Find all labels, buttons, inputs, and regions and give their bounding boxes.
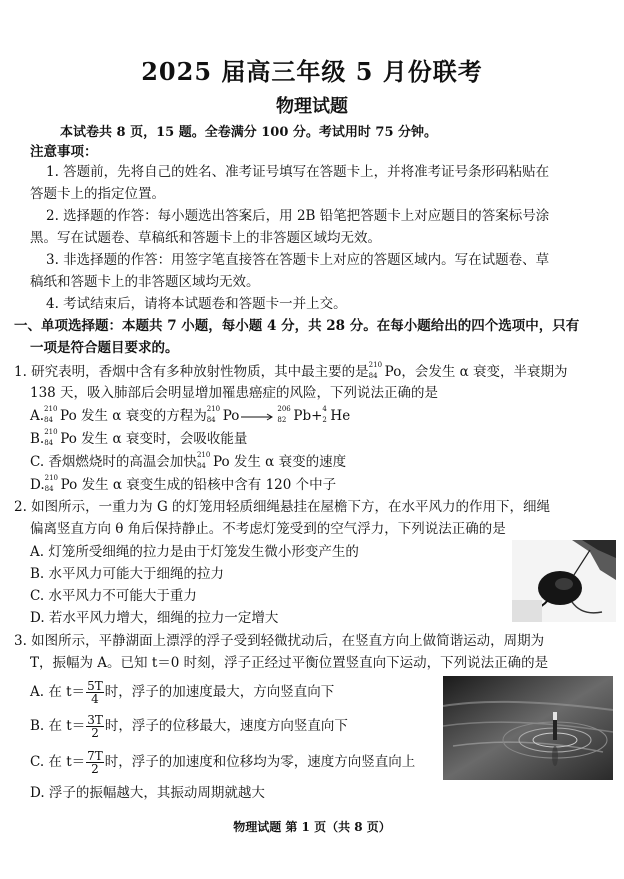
exam-info: 本试卷共 8 页，15 题。全卷满分 100 分。考试用时 75 分钟。 — [60, 125, 438, 140]
note-line: 3. 非选择题的作答：用签字笔直接答在答题卡上对应的答题区域内。写在试题卷、草 — [46, 252, 550, 268]
q1-option-b: B. 210 84 Po 发生 α 衰变时，会吸收能量 — [30, 428, 248, 447]
section-heading-cont: 一项是符合题目要求的。 — [30, 340, 179, 356]
page-footer: 物理试题 第 1 页（共 8 页） — [233, 820, 391, 834]
lantern-photo — [512, 540, 616, 622]
note-line: 黑。写在试题卷、草稿纸和答题卡上的非答题区域均无效。 — [30, 230, 381, 246]
q2-stem-cont: 偏离竖直方向 θ 角后保持静止。不考虑灯笼受到的空气浮力，下列说法正确的是 — [30, 521, 506, 537]
notes-heading: 注意事项： — [30, 144, 98, 160]
q2-option-b: B. 水平风力可能大于细绳的拉力 — [30, 566, 225, 582]
q1-stem-cont: 138 天，吸入肺部后会明显增加罹患癌症的风险，下列说法正确的是 — [30, 385, 439, 401]
subject-title: 物理试题 — [276, 96, 348, 117]
q2-option-d: D. 若水平风力增大，细绳的拉力一定增大 — [30, 610, 279, 626]
note-line: 稿纸和答题卡上的非答题区域均无效。 — [30, 274, 260, 290]
q3-option-b: B. 在 t＝ $\frac{3T}{2}$ 时，浮子的位移最大，速度方向竖直向下 — [30, 713, 348, 740]
q3-option-d: D. 浮子的振幅越大，其振动周期就越大 — [30, 785, 265, 801]
note-line: 答题卡上的指定位置。 — [30, 186, 165, 202]
note-line: 1. 答题前，先将自己的姓名、准考证号填写在答题卡上，并将准考证号条形码粘贴在 — [46, 164, 550, 180]
q3-stem: 3. 如图所示，平静湖面上漂浮的浮子受到轻微扰动后，在竖直方向上做简谐运动，周期为 — [14, 633, 545, 649]
q1-option-a: A. 210 84 Po 发生 α 衰变的方程为 210 84 Po 206 82 Pb+ 4 2 He — [30, 405, 351, 424]
q2-stem: 2. 如图所示，一重力为 G 的灯笼用轻质细绳悬挂在屋檐下方，在水平风力的作用下，细绳 — [14, 499, 551, 515]
q3-option-c: C. 在 t＝ $\frac{7T}{2}$ 时，浮子的加速度和位移均为零，速度方向竖直向上 — [30, 749, 416, 776]
float-on-lake-photo — [443, 676, 613, 780]
q3-stem-cont: T，振幅为 A。已知 t＝0 时刻，浮子正经过平衡位置竖直向下运动，下列说法正确的是 — [30, 655, 549, 671]
exam-title: 2025 届高三年级 5 月份联考 — [141, 57, 483, 86]
q2-option-c: C. 水平风力不可能大于重力 — [30, 588, 197, 604]
note-line: 2. 选择题的作答：每小题选出答案后，用 2B 铅笔把答题卡上对应题目的答案标号涂 — [46, 208, 550, 224]
q1-option-d: D. 210 84 Po 发生 α 衰变生成的铅核中含有 120 个中子 — [30, 474, 337, 493]
q2-option-a: A. 灯笼所受细绳的拉力是由于灯笼发生微小形变产生的 — [30, 544, 359, 560]
q1-option-c: C. 香烟燃烧时的高温会加快 210 84 Po 发生 α 衰变的速度 — [30, 451, 347, 470]
q3-option-a: A. 在 t＝ $\frac{5T}{4}$ 时，浮子的加速度最大，方向竖直向下 — [30, 679, 335, 706]
reaction-arrow-icon — [241, 412, 275, 422]
q1-stem: 1. 研究表明，香烟中含有多种放射性物质，其中最主要的是 210 84 Po，会发生 α 衰变，半衰期为 — [14, 361, 568, 380]
note-line: 4. 考试结束后，请将本试题卷和答题卡一并上交。 — [46, 296, 347, 312]
section-heading: 一、单项选择题：本题共 7 小题，每小题 4 分，共 28 分。在每小题给出的四个选项中，只有 — [14, 318, 580, 334]
